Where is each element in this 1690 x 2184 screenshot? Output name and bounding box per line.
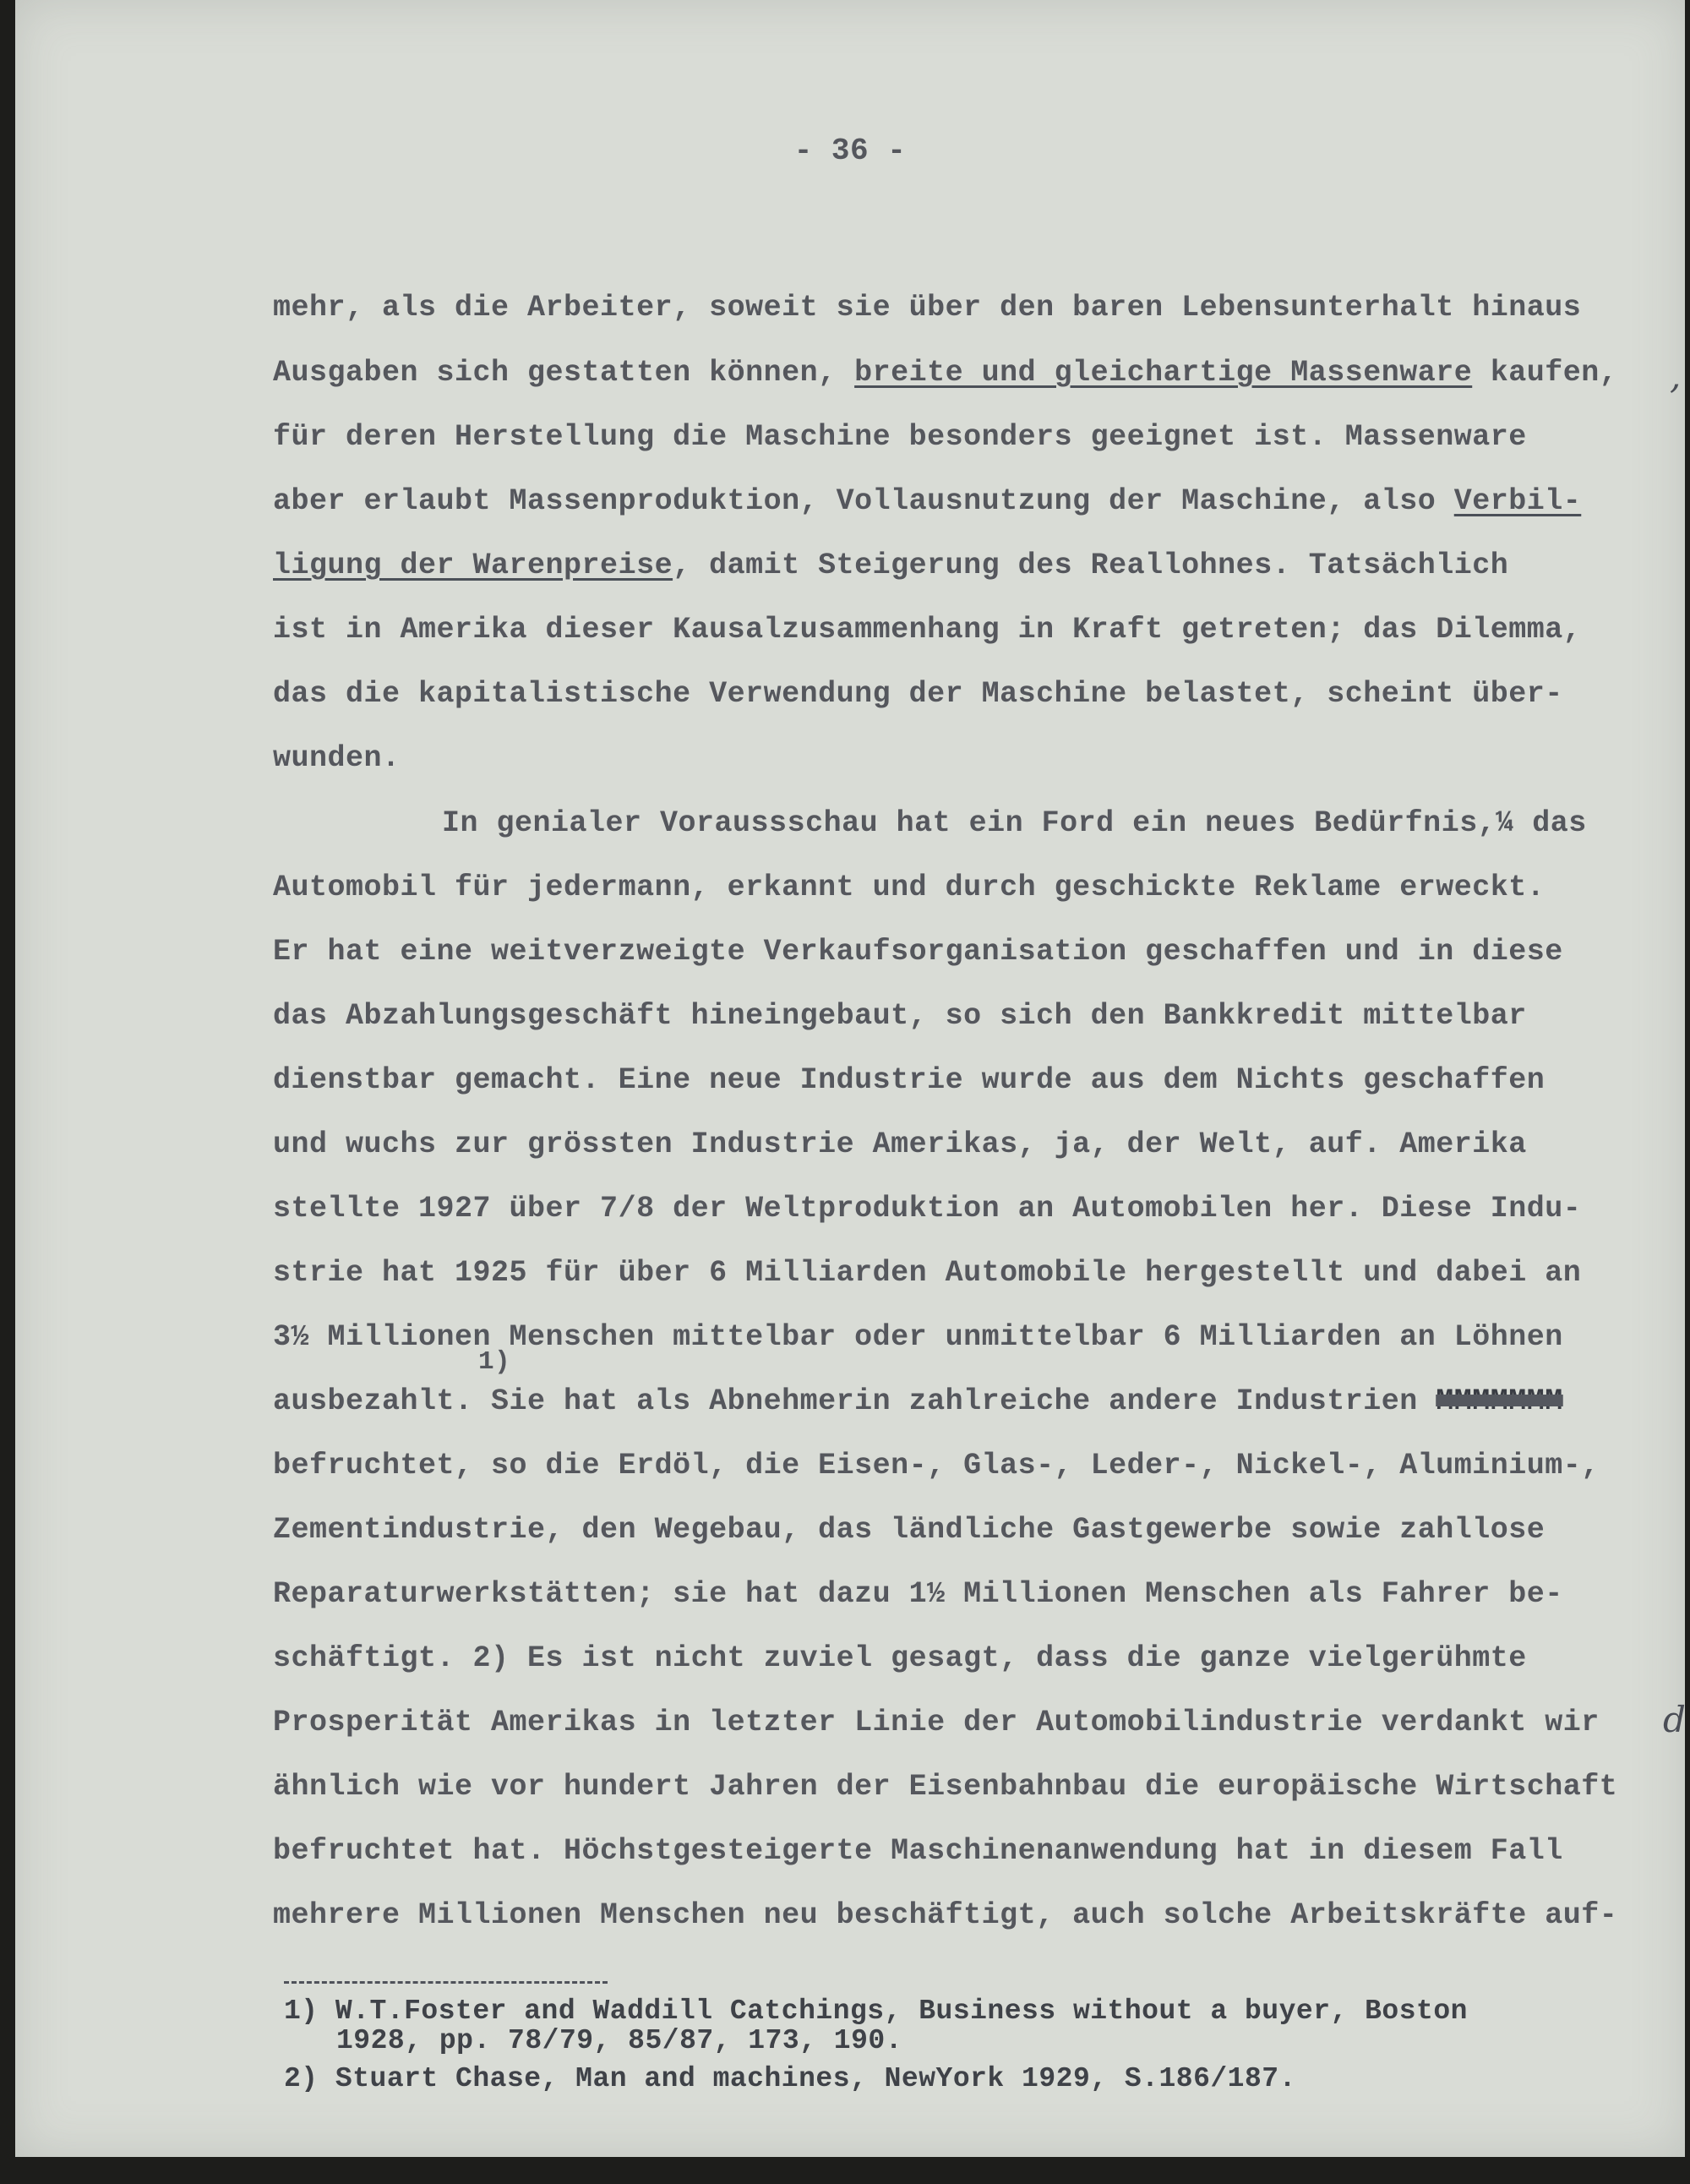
body-line: und wuchs zur grössten Industrie Amerikas, ja, der Welt, auf. Amerika [273,1127,1527,1161]
footnote-2: 2) Stuart Chase, Man and machines, NewYork 1929, S.186/187. [284,2063,1296,2094]
body-line: Er hat eine weitverzweigte Verkaufsorganisation geschaffen und in diese [273,935,1563,969]
body-line: das die kapitalistische Verwendung der Maschine belastet, scheint über- [273,677,1563,711]
body-line: 3½ Millionen Menschen mittelbar oder unmittelbar 6 Milliarden an Löhnen [273,1320,1563,1354]
body-line-text: kaufen, [1472,356,1618,390]
body-line [273,1384,1563,1418]
body-line: ähnlich wie vor hundert Jahren der Eisenbahnbau die europäische Wirtschaft [273,1770,1618,1804]
underlined-phrase: ligung der Warenpreise [273,549,673,582]
body-line: befruchtet, so die Erdöl, die Eisen-, Glas-, Leder-, Nickel-, Aluminium-, [273,1449,1600,1482]
body-line-text: ausbezahlt. Sie hat als Abnehmerin zahlreiche andere Industrien [273,1384,1436,1418]
body-line: Zementindustrie, den Wegebau, das ländliche Gastgewerbe sowie zahllose [273,1513,1546,1547]
body-line: Prosperität Amerikas in letzter Linie der Automobilindustrie verdankt wir [273,1706,1600,1739]
body-line-text: , damit Steigerung des Reallohnes. Tatsächlich [673,549,1509,582]
body-line-text: Ausgaben sich gestatten können, [273,356,855,390]
document-page [15,0,1685,2157]
body-line: befruchtet hat. Höchstgesteigerte Maschinenanwendung hat in diesem Fall [273,1834,1563,1868]
body-line: Reparaturwerkstätten; sie hat dazu 1½ Millionen Menschen als Fahrer be- [273,1577,1563,1611]
footnote-1-continuation: 1928, pp. 78/79, 85/87, 173, 190. [336,2025,903,2056]
body-line: für deren Herstellung die Maschine besonders geeignet ist. Massenware [273,420,1527,454]
body-line: Automobil für jedermann, erkannt und durch geschickte Reklame erweckt. [273,871,1546,904]
body-line: dienstbar gemacht. Eine neue Industrie wurde aus dem Nichts geschaffen [273,1063,1546,1097]
body-line: wunden. [273,741,401,775]
footnote-separator [284,1981,608,1984]
body-line: schäftigt. 2) Es ist nicht zuviel gesagt, dass die ganze vielgerühmte [273,1641,1527,1675]
footnote-reference: 1) [478,1347,511,1377]
handwritten-comma: , [1670,355,1682,396]
footnote-1: 1) W.T.Foster and Waddill Catchings, Business without a buyer, Boston [284,1996,1468,2027]
underlined-phrase: Verbil- [1453,484,1582,518]
body-line: mehr, als die Arbeiter, soweit sie über den baren Lebensunterhalt hinaus [273,291,1582,325]
body-line [273,549,1508,582]
handwritten-letter: d [1663,1699,1686,1740]
underlined-phrase: breite und gleichartige Massenware [854,356,1473,390]
struck-out-text: MMMMMMM [1436,1384,1563,1418]
body-line-text: aber erlaubt Massenproduktion, Vollausnutzung der Maschine, also [273,484,1454,518]
body-line: strie hat 1925 für über 6 Milliarden Automobile hergestellt und dabei an [273,1256,1582,1290]
body-line [273,356,1617,390]
body-line: In genialer Voraussschau hat ein Ford ein neues Bedürfnis,¼ das [442,806,1587,840]
body-line: das Abzahlungsgeschäft hineingebaut, so sich den Bankkredit mittelbar [273,999,1527,1033]
body-line: ist in Amerika dieser Kausalzusammenhang in Kraft getreten; das Dilemma, [273,613,1582,647]
body-line: stellte 1927 über 7/8 der Weltproduktion an Automobilen her. Diese Indu- [273,1192,1582,1226]
body-line [273,484,1581,518]
page-number: - 36 - [793,134,907,168]
body-line: mehrere Millionen Menschen neu beschäftigt, auch solche Arbeitskräfte auf- [273,1898,1618,1932]
